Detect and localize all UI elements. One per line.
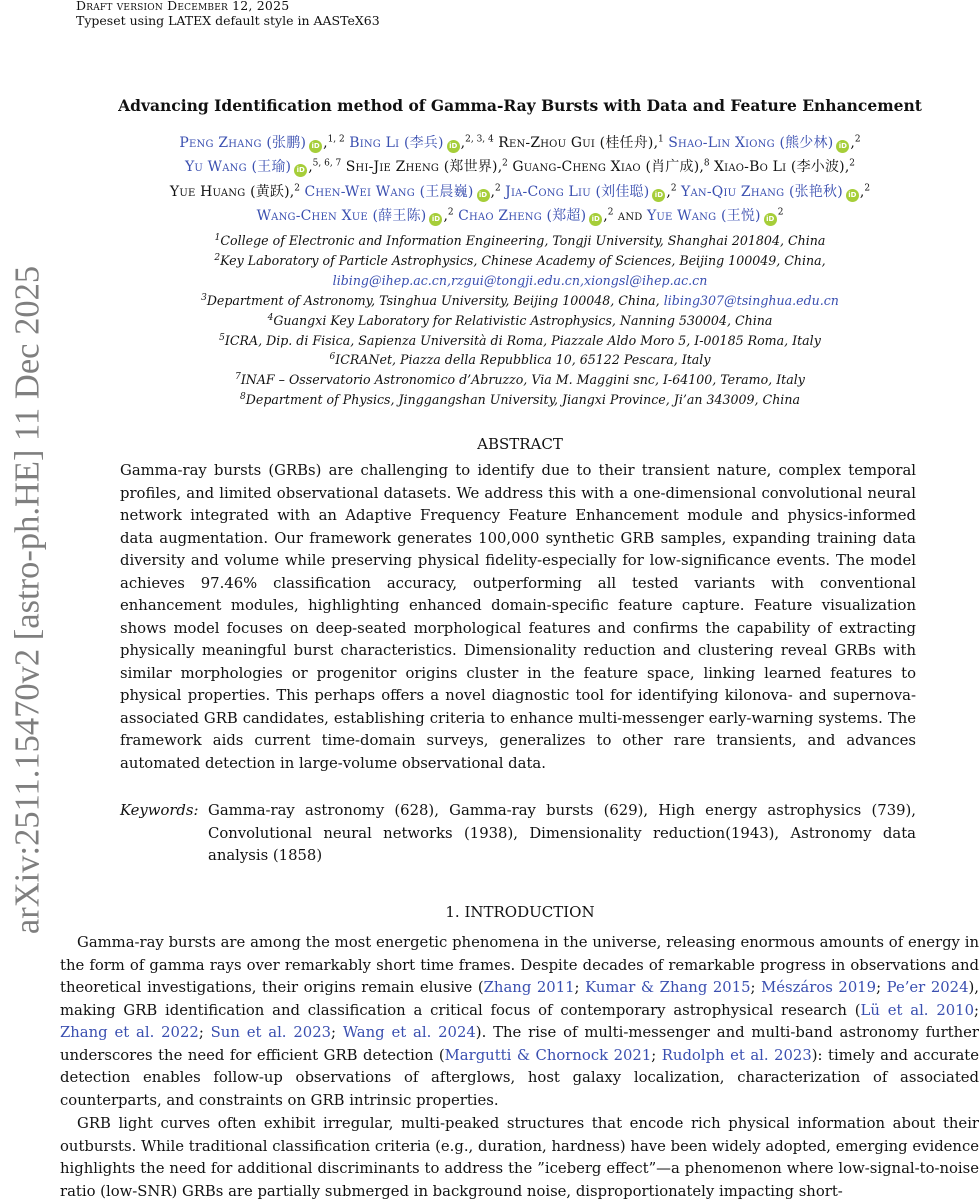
affiliation-5: $^5$ICRA, Dip. di Fisica, Sapienza Università di Roma, Piazzale Aldo Moro 5, I-00185 Roma, Italy [219, 332, 821, 348]
author-name: Guang-Cheng Xiao (肖广成) [512, 159, 700, 176]
email-links[interactable]: libing@ihep.ac.cn,rzgui@tongji.edu.cn,xiongsl@ihep.ac.cn [332, 272, 708, 288]
header-meta [76, 0, 380, 28]
introduction-body [60, 932, 979, 1203]
affiliation-2-emails [60, 271, 979, 291]
citation-link[interactable]: Rudolph et al. 2023 [661, 1046, 812, 1064]
affiliation-4: $^4$Guangxi Key Laboratory for Relativistic Astrophysics, Nanning 530004, China [267, 312, 773, 328]
draft-version-line: Draft version December 12, 2025 [76, 0, 290, 13]
keywords-label: Keywords: [120, 802, 199, 819]
orcid-icon[interactable]: iD [294, 164, 307, 177]
and-word: and [617, 207, 643, 224]
section-heading-introduction: 1. INTRODUCTION [445, 903, 595, 921]
affiliation-8: $^8$Department of Physics, Jinggangshan University, Jiangxi Province, Ji’an 343009, China [240, 392, 800, 408]
affiliation-list [60, 231, 979, 410]
author-link[interactable]: Wang-Chen Xue (薛王陈) [256, 207, 427, 224]
author-link[interactable]: Chen-Wei Wang (王晨巍) [304, 183, 474, 200]
orcid-icon[interactable]: iD [429, 213, 442, 226]
email-link[interactable]: libing307@tsinghua.edu.cn [663, 292, 839, 308]
affiliation-6: $^6$ICRANet, Piazza della Repubblica 10, 65122 Pescara, Italy [329, 352, 711, 368]
citation-link[interactable]: Kumar & Zhang 2015 [585, 979, 751, 996]
citation-link[interactable]: Sun et al. 2023 [210, 1024, 332, 1041]
paragraph: GRB light curves often exhibit irregular, multi-peaked structures that encode rich physical information about their outbursts. While traditional classification criteria (e.g., duration, hardness) have been widely adopted, emerging evidence highlights the need for additional discriminants to address the ”iceberg effect”—a phenomenon where low-signal-to-noise ratio (low-SNR) GRBs are partially submerged in background noise, disproportionately impacting short- [60, 1115, 979, 1200]
author-name: Yue Huang (黄跃) [169, 183, 290, 200]
orcid-icon[interactable]: iD [652, 189, 665, 202]
typeset-line: Typeset using LATEX default style in AASTeX63 [76, 13, 380, 28]
citation-link[interactable]: Pe’er 2024 [886, 979, 969, 996]
author-link[interactable]: Yu Wang (王瑜) [184, 159, 292, 176]
keywords-block [120, 800, 916, 868]
abstract-text: Gamma-ray bursts (GRBs) are challenging to identify due to their transient nature, complex temporal profiles, and limited observational datasets. We address this with a one-dimensional convolutional neural network integrated with an Adaptive Frequency Feature Enhancement module and physics-informed data augmentation. Our framework generates 100,000 synthetic GRB samples, expanding training data diversity and volume while preserving physical fidelity-especially for low-significance events. The model achieves 97.46% classification accuracy, outperforming all tested variants with conventional enhancement modules, highlighting enhanced domain-specific feature capture. Feature visualization shows model focuses on deep-seated morphological features and confirms the capability of extracting physically meaningful burst characteristics. Dimensionality reduction and clustering reveal GRBs with similar morphologies or progenitor origins cluster in the feature space, linking learned features to physical properties. This perhaps offers a novel diagnostic tool for identifying kilonova- and supernova-associated GRB candidates, establishing criteria to enhance multi-messenger early-warning systems. The framework aids current time-domain surveys, generalizes to other rare transients, and advances automated detection in large-volume observational data. [120, 462, 916, 772]
keywords-text: Gamma-ray astronomy (628), Gamma-ray bursts (629), High energy astrophysics (739), Convolutional neural networks (1938), Dimensionality reduction(1943), Astronomy data analysis (1858) [208, 802, 916, 864]
affiliation-3: $^3$Department of Astronomy, Tsinghua University, Beijing 100048, China, libing307@tsinghua.edu.cn [201, 292, 839, 308]
orcid-icon[interactable]: iD [764, 213, 777, 226]
orcid-icon[interactable]: iD [846, 189, 859, 202]
author-link[interactable]: Shao-Lin Xiong (熊少林) [668, 135, 834, 151]
orcid-icon[interactable]: iD [589, 213, 602, 226]
author-link[interactable]: Jia-Cong Liu (刘佳聪) [505, 183, 650, 200]
citation-link[interactable]: Lü et al. 2010 [860, 1001, 974, 1019]
author-name: Ren-Zhou Gui (桂任舟) [498, 135, 654, 151]
affiliation-7: $^7$INAF – Osservatorio Astronomico d’Abruzzo, Via M. Maggini snc, I-64100, Teramo, Italy [235, 372, 805, 388]
abstract-heading: ABSTRACT [477, 435, 563, 453]
affiliation-2: $^2$Key Laboratory of Particle Astrophysics, Chinese Academy of Sciences, Beijing 100049, China, [214, 252, 826, 268]
orcid-icon[interactable]: iD [477, 189, 490, 202]
author-name: Shi-Jie Zheng (郑世界) [345, 159, 498, 176]
author-link[interactable]: Yan-Qiu Zhang (张艳秋) [681, 183, 843, 200]
author-list [60, 131, 979, 228]
affiliation-1: $^1$College of Electronic and Information Engineering, Tongji University, Shanghai 201804, China [214, 232, 826, 248]
paragraph: Gamma-ray bursts are among the most energetic phenomena in the universe, releasing enormous amounts of energy in the form of gamma rays over remarkably short time frames. Despite decades of remarkable progress in observations and theoretical investigations, their origins remain elusive (Zhang 2011; Kumar & Zhang 2015; Mészáros 2019; Pe’er 2024), making GRB identification and classification a critical focus of contemporary astrophysical research (Lü et al. 2010; Zhang et al. 2022; Sun et al. 2023; Wang et al. 2024). The rise of multi-messenger and multi-band astronomy further underscores the need for efficient GRB detection (Margutti & Chornock 2021; Rudolph et al. 2023): timely and accurate detection enables follow-up observations of afterglows, host galaxy localization, characterization of associated counterparts, and constraints on GRB intrinsic properties. [60, 934, 979, 1109]
author-link[interactable]: Chao Zheng (郑超) [458, 207, 587, 224]
author-line-2: Yu Wang (王瑜) iD ,$^{5, 6, 7}$ Shi-Jie Zheng (郑世界),$^2$ Guang-Cheng Xiao (肖广成),$^8$ Xiao-Bo Li (李小波),$^2$ [184, 158, 856, 176]
citation-link[interactable]: Wang et al. 2024 [342, 1024, 476, 1041]
citation-link[interactable]: Margutti & Chornock 2021 [444, 1046, 652, 1064]
author-link[interactable]: Bing Li (李兵) [349, 135, 444, 151]
author-line-3: Yue Huang (黄跃),$^2$ Chen-Wei Wang (王晨巍) iD ,$^2$ Jia-Cong Liu (刘佳聪) iD ,$^2$ Yan-Qiu Zhang (张艳秋) iD ,$^2$ [169, 182, 871, 200]
orcid-icon[interactable]: iD [447, 140, 460, 153]
author-line-4: Wang-Chen Xue (薛王陈) iD ,$^2$ Chao Zheng (郑超) iD ,$^2$ and Yue Wang (王悦) $iD^2$ [256, 207, 784, 224]
author-line-1: Peng Zhang (张鹏) iD ,$^{1, 2}$ Bing Li (李兵) iD ,$^{2, 3, 4}$ Ren-Zhou Gui (桂任舟),$^1$ Shao-Lin Xiong (熊少林) iD ,$^2$ [179, 134, 861, 151]
citation-link[interactable]: Zhang et al. 2022 [60, 1024, 199, 1041]
author-link[interactable]: Peng Zhang (张鹏) [179, 135, 307, 151]
citation-link[interactable]: Mészáros 2019 [761, 979, 877, 996]
author-link[interactable]: Yue Wang (王悦) [646, 207, 761, 224]
arxiv-identifier-text: arXiv:2511.15470v2 [astro-ph.HE] 11 Dec 2025 [8, 265, 47, 935]
paper-title: Advancing Identification method of Gamma-Ray Bursts with Data and Feature Enhancement [118, 96, 922, 115]
citation-link[interactable]: Zhang 2011 [483, 979, 575, 996]
orcid-icon[interactable]: iD [309, 140, 322, 153]
author-name: Xiao-Bo Li (李小波) [714, 159, 845, 176]
orcid-icon[interactable]: iD [836, 140, 849, 153]
